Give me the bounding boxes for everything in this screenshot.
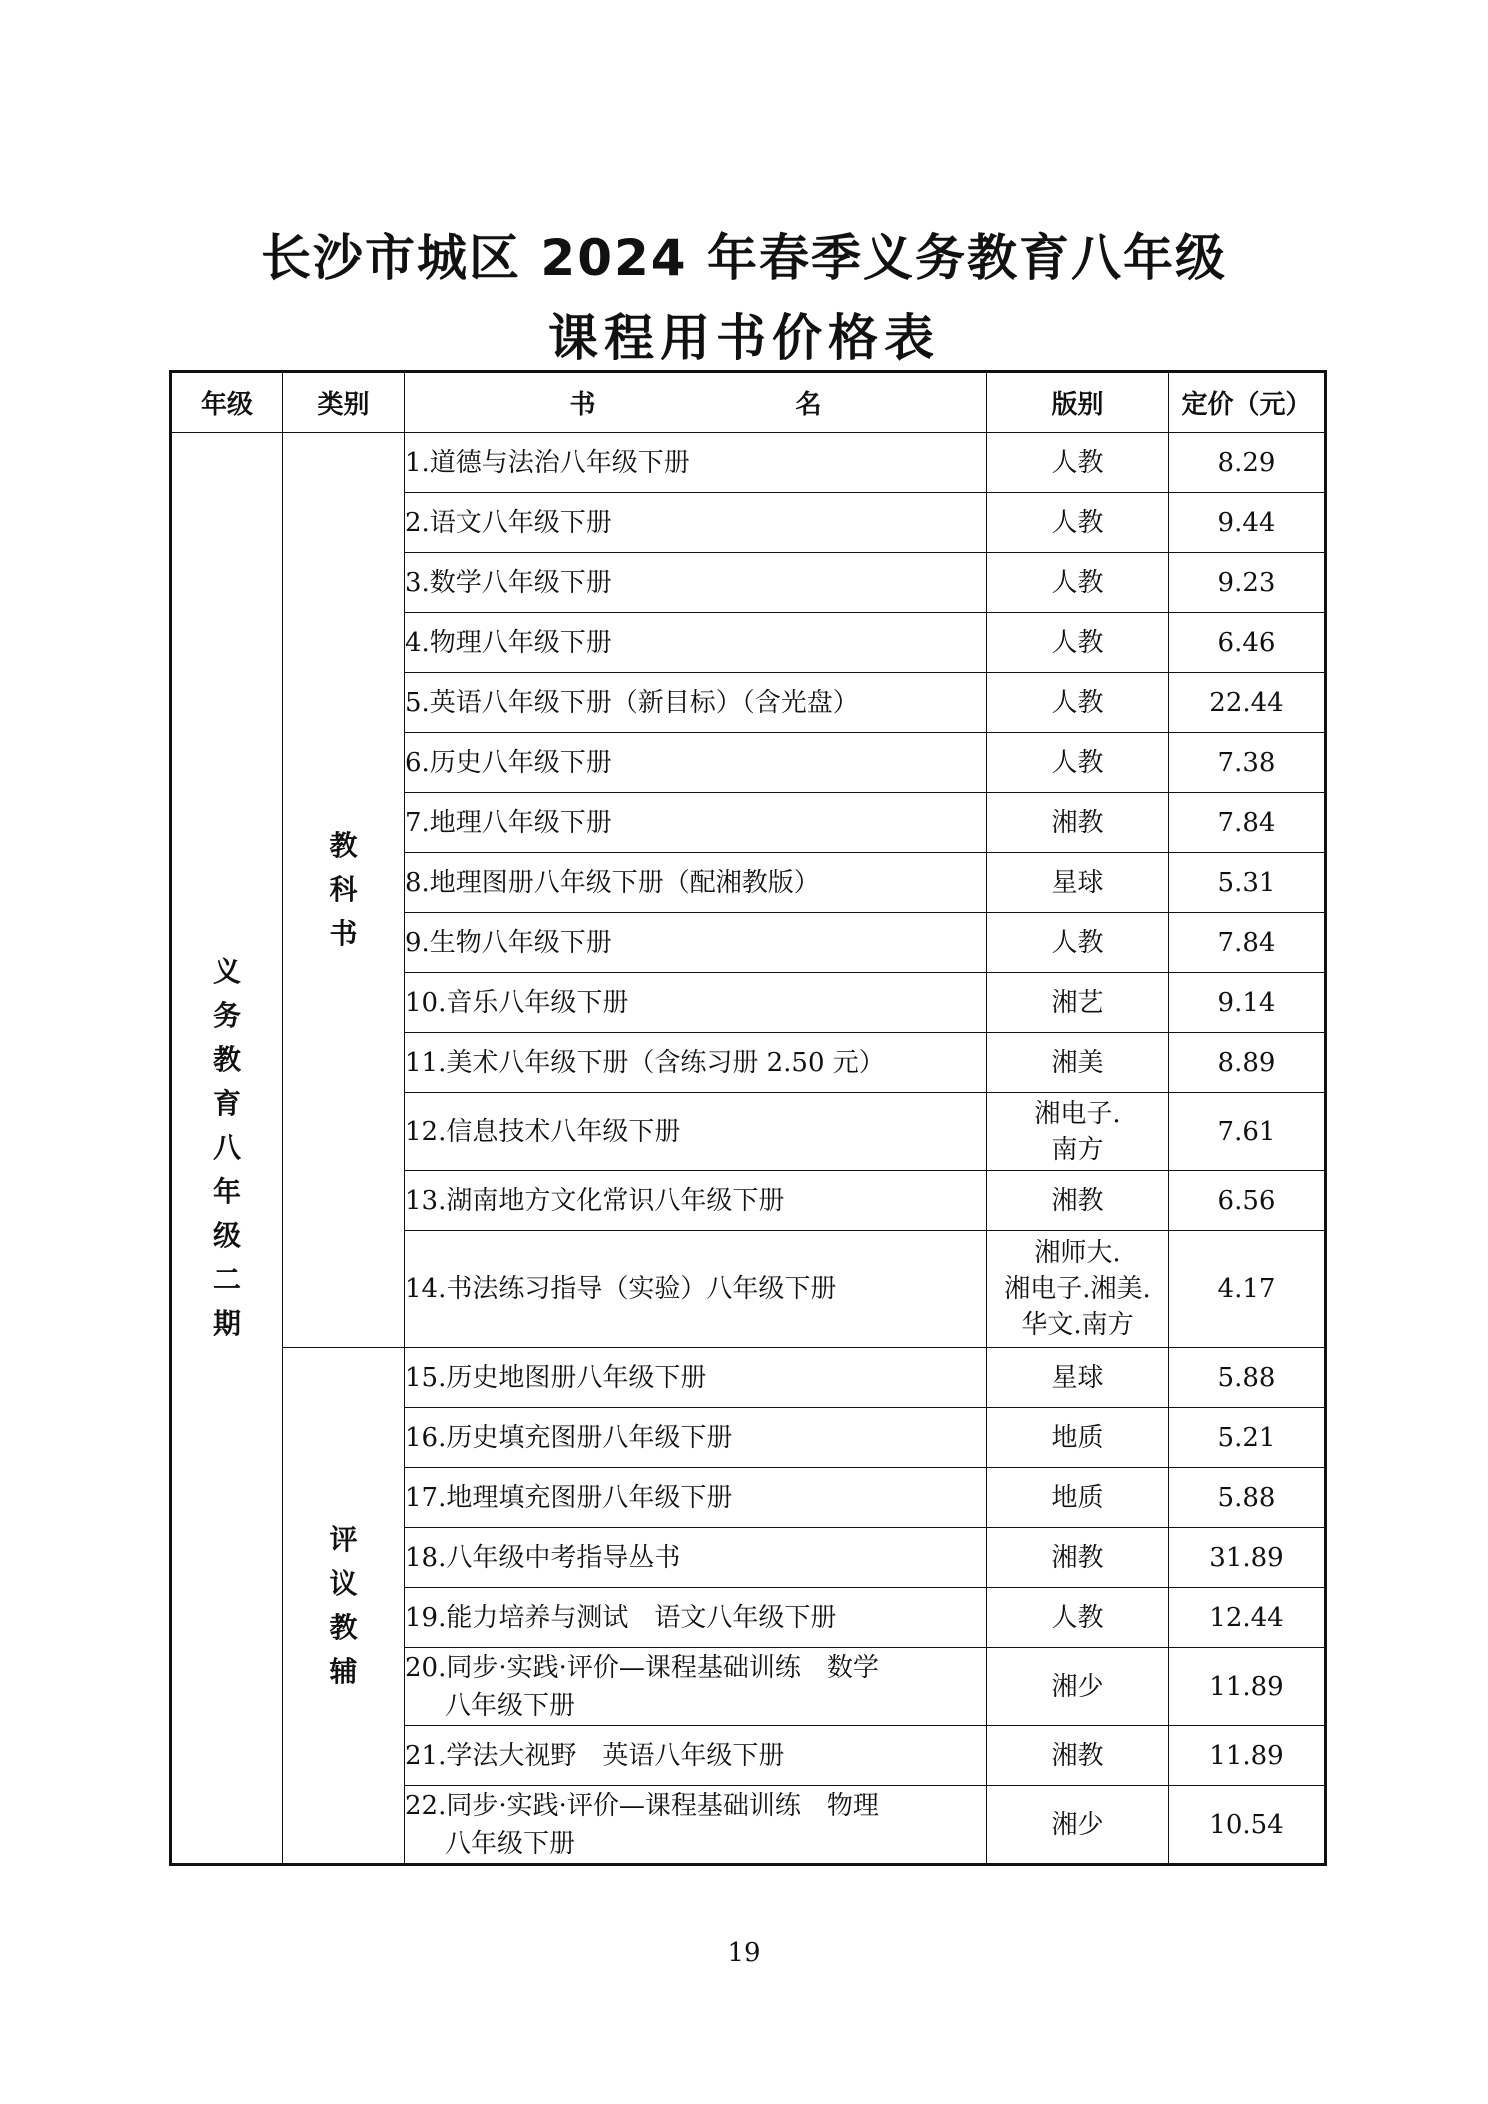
- book-name: 21.学法大视野 英语八年级下册: [405, 1726, 987, 1786]
- header-book-name: 书 名: [405, 372, 987, 433]
- grade-cell: 义务教育八年级二期: [171, 433, 283, 1865]
- book-name: 12.信息技术八年级下册: [405, 1093, 987, 1171]
- book-name: 22.同步·实践·评价—课程基础训练 物理 八年级下册: [405, 1786, 987, 1865]
- price: 7.84: [1169, 793, 1326, 853]
- publisher: 地质: [987, 1468, 1169, 1528]
- publisher: 湘教: [987, 1726, 1169, 1786]
- book-name: 18.八年级中考指导丛书: [405, 1528, 987, 1588]
- price: 5.21: [1169, 1408, 1326, 1468]
- book-name: 20.同步·实践·评价—课程基础训练 数学 八年级下册: [405, 1648, 987, 1726]
- publisher: 人教: [987, 553, 1169, 613]
- publisher: 湘少: [987, 1786, 1169, 1865]
- book-name: 7.地理八年级下册: [405, 793, 987, 853]
- publisher: 湘美: [987, 1033, 1169, 1093]
- price: 5.31: [1169, 853, 1326, 913]
- price: 4.17: [1169, 1231, 1326, 1348]
- price: 7.61: [1169, 1093, 1326, 1171]
- header-category: 类别: [283, 372, 405, 433]
- book-name: 16.历史填充图册八年级下册: [405, 1408, 987, 1468]
- publisher: 湘教: [987, 1528, 1169, 1588]
- publisher: 湘少: [987, 1648, 1169, 1726]
- price: 8.89: [1169, 1033, 1326, 1093]
- price: 11.89: [1169, 1726, 1326, 1786]
- publisher: 人教: [987, 613, 1169, 673]
- publisher: 地质: [987, 1408, 1169, 1468]
- publisher: 星球: [987, 1348, 1169, 1408]
- price: 31.89: [1169, 1528, 1326, 1588]
- price: 5.88: [1169, 1468, 1326, 1528]
- book-name: 13.湖南地方文化常识八年级下册: [405, 1171, 987, 1231]
- table-row: [171, 1348, 1326, 1408]
- publisher: 湘教: [987, 793, 1169, 853]
- publisher: 人教: [987, 1588, 1169, 1648]
- price: 5.88: [1169, 1348, 1326, 1408]
- header-publisher: 版别: [987, 372, 1169, 433]
- book-name: 19.能力培养与测试 语文八年级下册: [405, 1588, 987, 1648]
- price: 8.29: [1169, 433, 1326, 493]
- book-name: 17.地理填充图册八年级下册: [405, 1468, 987, 1528]
- book-name: 9.生物八年级下册: [405, 913, 987, 973]
- header-price: 定价（元）: [1169, 372, 1326, 433]
- publisher: 湘艺: [987, 973, 1169, 1033]
- table-row: [171, 433, 1326, 493]
- book-name: 5.英语八年级下册（新目标）（含光盘）: [405, 673, 987, 733]
- price: 22.44: [1169, 673, 1326, 733]
- publisher: 人教: [987, 733, 1169, 793]
- book-name: 1.道德与法治八年级下册: [405, 433, 987, 493]
- publisher: 人教: [987, 673, 1169, 733]
- category-textbook: 教科书: [283, 433, 405, 1348]
- price-table: [169, 370, 1327, 1866]
- page-number: 19: [727, 1938, 761, 1968]
- publisher: 湘电子. 南方: [987, 1093, 1169, 1171]
- book-name: 15.历史地图册八年级下册: [405, 1348, 987, 1408]
- book-name: 2.语文八年级下册: [405, 493, 987, 553]
- book-name: 4.物理八年级下册: [405, 613, 987, 673]
- publisher: 星球: [987, 853, 1169, 913]
- publisher: 湘师大. 湘电子.湘美. 华文.南方: [987, 1231, 1169, 1348]
- book-name: 6.历史八年级下册: [405, 733, 987, 793]
- header-grade: 年级: [171, 372, 283, 433]
- price: 7.84: [1169, 913, 1326, 973]
- publisher: 人教: [987, 913, 1169, 973]
- price: 11.89: [1169, 1648, 1326, 1726]
- page-subtitle: 课程用书价格表: [548, 309, 940, 367]
- price: 9.23: [1169, 553, 1326, 613]
- price: 9.14: [1169, 973, 1326, 1033]
- page-title: 长沙市城区 2024 年春季义务教育八年级: [261, 229, 1227, 287]
- book-name: 3.数学八年级下册: [405, 553, 987, 613]
- price: 6.46: [1169, 613, 1326, 673]
- price: 6.56: [1169, 1171, 1326, 1231]
- book-name: 11.美术八年级下册（含练习册 2.50 元）: [405, 1033, 987, 1093]
- book-name: 8.地理图册八年级下册（配湘教版）: [405, 853, 987, 913]
- publisher: 人教: [987, 493, 1169, 553]
- category-supplementary: 评议教辅: [283, 1348, 405, 1865]
- book-name: 10.音乐八年级下册: [405, 973, 987, 1033]
- book-name: 14.书法练习指导（实验）八年级下册: [405, 1231, 987, 1348]
- price: 7.38: [1169, 733, 1326, 793]
- publisher: 人教: [987, 433, 1169, 493]
- publisher: 湘教: [987, 1171, 1169, 1231]
- price: 10.54: [1169, 1786, 1326, 1865]
- table-header-row: [171, 372, 1326, 433]
- price: 12.44: [1169, 1588, 1326, 1648]
- price: 9.44: [1169, 493, 1326, 553]
